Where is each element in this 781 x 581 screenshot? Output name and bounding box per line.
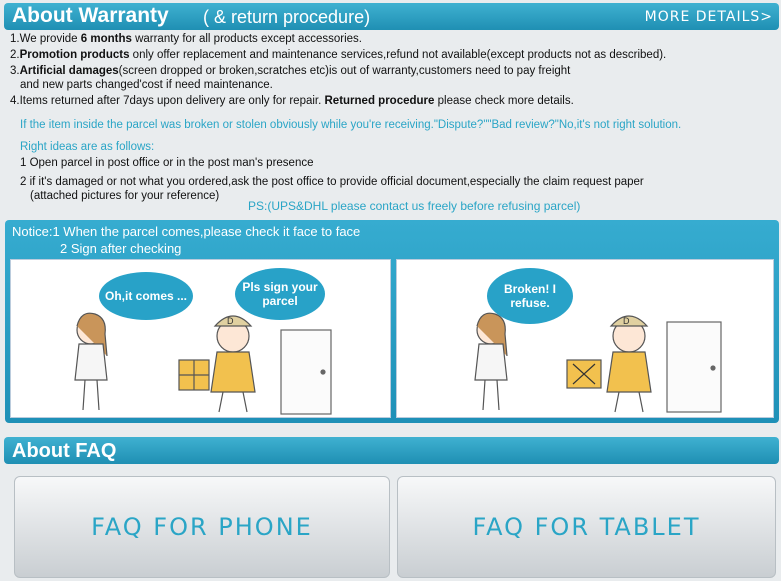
svg-text:D: D <box>227 316 234 326</box>
speech-bubble-woman: Oh,it comes ... <box>99 272 193 320</box>
term-item: 1.We provide 6 months warranty for all products except accessories. <box>10 33 362 45</box>
warranty-subtitle: ( & return procedure) <box>203 7 371 27</box>
illustration-refuse <box>396 259 774 418</box>
term-item: 2.Promotion products only offer replacement and maintenance services,refund not available(except products not as described). <box>10 49 667 61</box>
receive-scene-illustration <box>11 260 392 419</box>
faq-title: About FAQ <box>12 440 117 462</box>
speech-bubble-courier: Pls sign your parcel <box>235 268 325 320</box>
idea-item-2-sub: (attached pictures for your reference) <box>30 190 220 202</box>
parcel-warning: If the item inside the parcel was broken or stolen obviously while you're receiving."Dispute?""Bad review?"No,it's not right solution. <box>20 119 682 131</box>
illustration-receive <box>10 259 391 418</box>
term-item: 3.Artificial damages(screen dropped or broken,scratches etc)is out of warranty,customers need to pay freight and new parts changed'cost if need maintenance. <box>10 65 571 91</box>
refuse-scene-illustration <box>397 260 775 419</box>
warranty-title: About Warranty <box>12 4 169 27</box>
speech-bubble-refuse: Broken! I refuse. <box>487 268 573 324</box>
faq-header <box>4 437 779 464</box>
faq-phone-button[interactable]: FAQ FOR PHONE <box>14 476 390 578</box>
notice-line-2: 2 Sign after checking <box>60 241 182 256</box>
notice-line-1: Notice:1 When the parcel comes,please check it face to face <box>12 224 361 239</box>
ps-note: PS:(UPS&DHL please contact us freely before refusing parcel) <box>248 199 581 213</box>
faq-tablet-button[interactable]: FAQ FOR TABLET <box>397 476 776 578</box>
term-item: 4.Items returned after 7days upon delivery are only for repair. Returned procedure please check more details. <box>10 95 574 107</box>
more-details-link[interactable]: MORE DETAILS> <box>644 9 773 25</box>
svg-text:D: D <box>623 316 630 326</box>
warranty-header <box>4 3 779 30</box>
warranty-terms <box>10 32 775 110</box>
ideas-title: Right ideas are as follows: <box>20 141 155 153</box>
idea-item-2: 2 if it's damaged or not what you ordered,ask the post office to provide official document,especially the claim request paper <box>20 176 644 188</box>
idea-item-1: 1 Open parcel in post office or in the post man's presence <box>20 157 314 169</box>
